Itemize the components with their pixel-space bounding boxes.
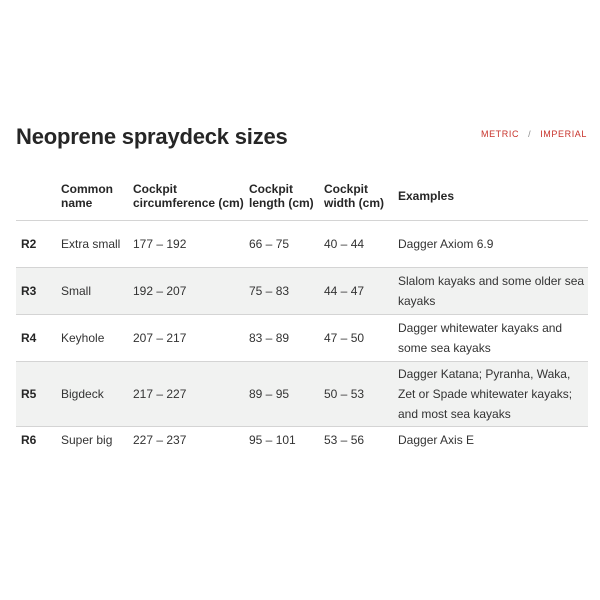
length-value: 95 – 101 [249,433,296,447]
circumference-value: 227 – 237 [133,433,187,447]
examples-value: Slalom kayaks and some older sea kayaks [398,268,588,315]
length-value: 89 – 95 [249,362,324,427]
circumference-value: 217 – 227 [133,362,249,427]
circumference-value: 177 – 192 [133,221,249,268]
table-header-row [16,171,588,221]
common-name: Super big [61,433,113,447]
common-name: Keyhole [61,315,133,362]
length-value: 75 – 83 [249,268,324,315]
spraydeck-size-table [16,171,588,453]
circumference-value: 192 – 207 [133,268,249,315]
width-value: 44 – 47 [324,268,398,315]
table-row [16,427,588,454]
unit-separator: / [528,129,532,139]
unit-toggle [481,129,587,139]
size-code: R2 [16,221,61,268]
width-value: 47 – 50 [324,315,398,362]
circumference-value: 207 – 217 [133,315,249,362]
width-value: 53 – 56 [324,433,365,447]
header-code [16,171,61,221]
header-length: Cockpit length (cm) [249,171,324,221]
header-circumference: Cockpit circumference (cm) [133,171,249,221]
metric-link[interactable]: METRIC [480,129,520,139]
common-name: Bigdeck [61,362,133,427]
page-title: Neoprene spraydeck sizes [16,124,288,149]
width-value: 40 – 44 [324,221,398,268]
common-name: Extra small [61,221,133,268]
common-name: Small [61,268,133,315]
table-row [16,315,588,362]
examples-value: Dagger Katana; Pyranha, Waka, Zet or Spade whitewater kayaks; and most sea kayaks [398,362,588,427]
length-value: 83 – 89 [249,315,324,362]
width-value: 50 – 53 [324,362,398,427]
header-common-name: Common name [61,171,133,221]
table-row [16,362,588,427]
size-code: R6 [21,433,37,447]
size-code: R3 [16,268,61,315]
imperial-link[interactable]: IMPERIAL [540,129,587,139]
size-code: R4 [16,315,61,362]
examples-value: Dagger Axis E [398,433,475,447]
examples-value: Dagger whitewater kayaks and some sea kayaks [398,315,588,362]
length-value: 66 – 75 [249,221,324,268]
examples-value: Dagger Axiom 6.9 [398,221,588,268]
size-code: R5 [16,362,61,427]
table-row [16,221,588,268]
table-row [16,268,588,315]
header-examples: Examples [398,171,588,221]
header-width: Cockpit width (cm) [324,171,398,221]
